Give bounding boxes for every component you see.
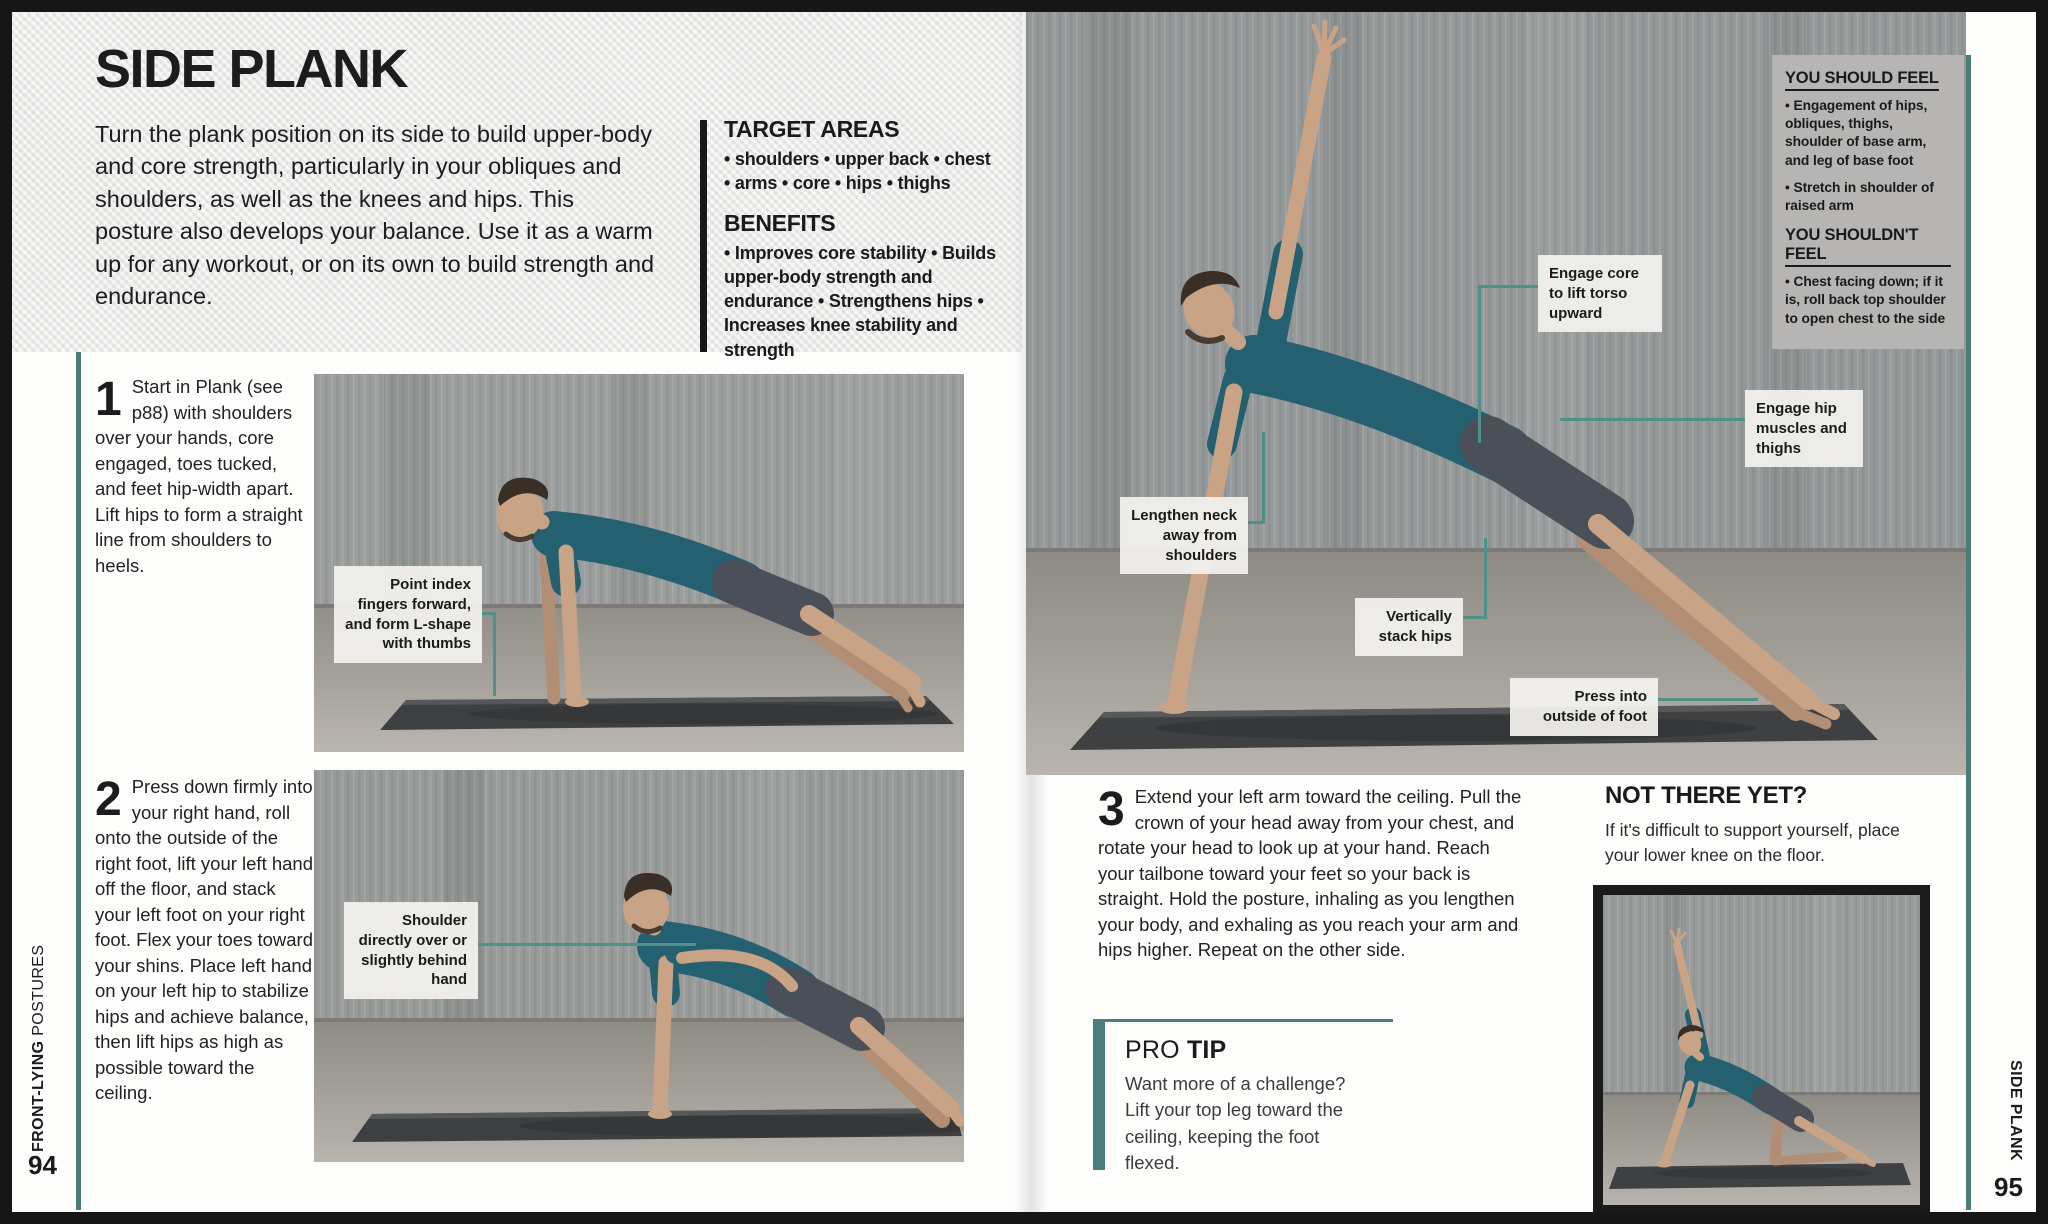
step-3 [1098,784,1528,963]
pro-tip-box [1093,1022,1405,1173]
photo-main-side-plank [1026,12,1966,775]
step-2-text: Press down firmly into your right hand, roll onto the outside of the right foot, lift your left hand off the floor, and stack your left foot on your right foot. Flex your toes toward your shins. Place left hand on your left hip to stabilize hips and achieve balance, then lift hips as high as possible toward the ceiling. [95,776,314,1104]
shadow [469,704,939,724]
floor [1603,1095,1920,1205]
plank-scene [314,374,964,752]
left-page-accent-line [76,352,81,1210]
callout-point-index: Point index fingers forward, and form L-shape with thumbs [334,566,482,663]
you-shouldnt-feel-heading: YOU SHOULDN'T FEEL [1785,226,1951,267]
pro-tip-label-pro: PRO [1125,1036,1180,1064]
photo-variation-knee-down [1593,885,1930,1215]
step-1-text: Start in Plank (see p88) with shoulders over your hands, core engaged, toes tucked, and feet hip-width apart. Lift hips to form a straight line from shoulders to heels. [95,376,303,576]
left-margin-label [30,944,48,1152]
intro-paragraph: Turn the plank position on its side to build upper-body and core strength, particularly in your obliques and shoulders, as well as the knees and hips. This posture also develops your balance. Use it as a warm up for any workout, or on its own to build strength and endurance. [95,121,655,310]
page-number-left: 94 [28,1150,57,1180]
callout-engage-core-leader-h [1478,285,1538,288]
not-there-yet-section [1605,782,1925,867]
target-areas-line2: • arms • core • hips • thighs [724,173,951,194]
page-paper [12,12,2036,1212]
step-1 [95,374,307,578]
margin-label-postures: POSTURES [30,944,47,1036]
page-number-right: 95 [1994,1172,2023,1202]
callout-engage-core: Engage core to lift torso upward [1538,255,1662,332]
header-block [12,12,1022,360]
right-page-accent-line [1966,55,1971,1210]
target-areas-heading: TARGET AREAS [724,116,900,142]
photo-step1-plank [314,374,964,752]
pro-tip-label-tip: TIP [1186,1036,1227,1064]
callout-point-index-leader-v [493,612,496,696]
wall [1603,895,1920,1095]
not-there-yet-text: If it's difficult to support yourself, place your lower knee on the floor. [1605,820,1900,865]
pro-tip-text: Want more of a challenge? Lift your top leg toward the ceiling, keeping the foot flexed. [1125,1073,1346,1173]
pro-tip-title [1125,1036,1405,1065]
shouldnt-feel-item-1: • Chest facing down; if it is, roll back top shoulder to open chest to the side [1785,274,1946,326]
should-feel-item-1: • Engagement of hips, obliques, thighs, shoulder of base arm, and leg of base foot [1785,98,1928,168]
callout-engage-hip: Engage hip muscles and thighs [1745,390,1863,467]
benefits-text: • Improves core stability • Builds upper-body strength and endurance • Strengthens hips • Increases knee stability and strength [724,242,996,360]
feel-box [1772,55,1964,349]
callout-lengthen-neck-leader-v [1262,432,1265,524]
page-title: SIDE PLANK [95,39,408,99]
callout-engage-core-leader-v [1478,285,1481,443]
callout-stack-hips: Vertically stack hips [1355,598,1463,656]
shadow [1653,1167,1873,1179]
callout-lengthen-neck: Lengthen neck away from shoulders [1120,497,1248,574]
step-3-number: 3 [1098,783,1125,836]
callout-engage-hip-leader [1560,418,1745,421]
target-areas-column [724,116,1016,362]
not-there-yet-heading: NOT THERE YET? [1605,782,1808,809]
target-areas-line1: • shoulders • upper back • chest [724,149,991,169]
photo-step2-side-plank-low [314,770,964,1162]
step-1-number: 1 [95,373,122,426]
knee-down-scene [1603,895,1920,1205]
header-divider [700,120,707,352]
right-margin-label: SIDE PLANK [2007,1060,2024,1161]
callout-shoulder-leader [478,943,696,946]
step-2 [95,774,313,1106]
margin-label-front-lying: FRONT-LYING [30,1040,47,1152]
you-should-feel-heading: YOU SHOULD FEEL [1785,69,1939,91]
shadow [1156,715,1756,741]
callout-press-foot-leader [1658,698,1758,701]
benefits-heading: BENEFITS [724,209,836,236]
callout-press-foot: Press into outside of foot [1510,678,1658,736]
should-feel-item-2: • Stretch in shoulder of raised arm [1785,179,1934,214]
callout-shoulder-over-hand: Shoulder directly over or slightly behind hand [344,902,478,999]
step-3-text: Extend your left arm toward the ceiling. Pull the crown of your head away from your chest, and rotate your head to look up at your hand. Reach your tailbone toward your feet so your back is straight. Hold the posture, inhaling as you lengthen your body, and exhaling as you reach your arm and hips higher. Repeat on the other side. [1098,786,1522,961]
step-2-number: 2 [95,773,122,826]
callout-stack-hips-leader-v [1484,538,1487,619]
